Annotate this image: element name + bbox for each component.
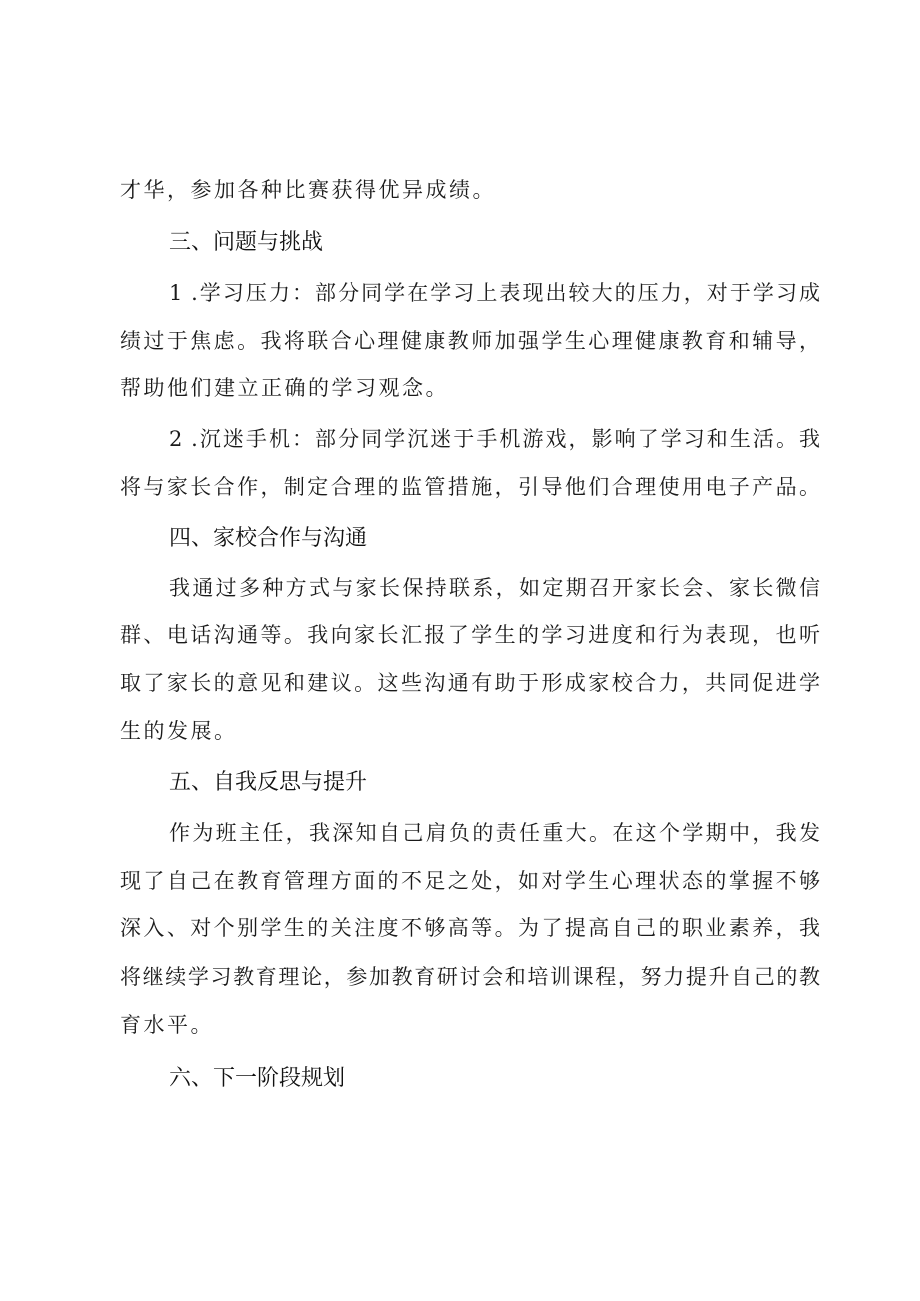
- section-5-line-5: 育水平。: [120, 1013, 214, 1037]
- section-5-line-2: 现了自己在教育管理方面的不足之处，如对学生心理状态的掌握不够: [120, 869, 820, 893]
- section-3-item-1-line-3: 帮助他们建立正确的学习观念。: [120, 376, 449, 400]
- section-3-item-2-line-1: 2 .沉迷手机：部分同学沉迷于手机游戏，影响了学习和生活。我: [169, 427, 820, 451]
- section-6-heading: 六、下一阶段规划: [169, 1066, 346, 1091]
- section-5-line-3: 深入、对个别学生的关注度不够高等。为了提高自己的职业素养，我: [120, 916, 820, 940]
- section-3-item-1-line-2: 绩过于焦虑。我将联合心理健康教师加强学生心理健康教育和辅导，: [120, 329, 820, 353]
- section-3-heading: 三、问题与挑战: [169, 230, 324, 255]
- section-5-heading: 五、自我反思与提升: [169, 770, 368, 795]
- section-3-item-1-line-1: 1 .学习压力：部分同学在学习上表现出较大的压力，对于学习成: [169, 281, 820, 305]
- section-4-line-1: 我通过多种方式与家长保持联系，如定期召开家长会、家长微信: [169, 576, 820, 600]
- section-4-line-3: 取了家长的意见和建议。这些沟通有助于形成家校合力，共同促进学: [120, 671, 820, 695]
- section-4-line-4: 生的发展。: [120, 719, 238, 743]
- section-5-line-4: 将继续学习教育理论，参加教育研讨会和培训课程，努力提升自己的教: [120, 965, 820, 989]
- section-4-heading: 四、家校合作与沟通: [169, 526, 368, 551]
- section-5-line-1: 作为班主任，我深知自己肩负的责任重大。在这个学期中，我发: [169, 821, 820, 845]
- section-3-item-2-line-2: 将与家长合作，制定合理的监管措施，引导他们合理使用电子产品。: [120, 475, 820, 499]
- section-4-line-2: 群、电话沟通等。我向家长汇报了学生的学习进度和行为表现，也听: [120, 623, 820, 647]
- intro-line-1: 才华，参加各种比赛获得优异成绩。: [120, 178, 496, 202]
